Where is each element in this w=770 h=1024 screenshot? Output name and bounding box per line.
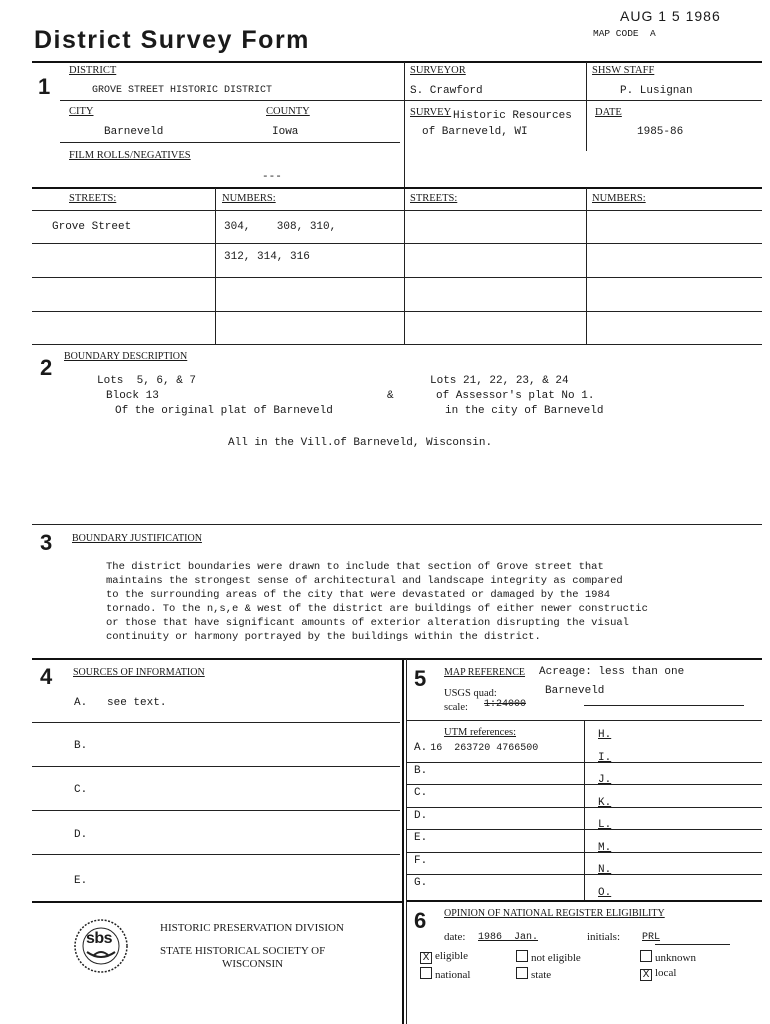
utm-ref-letter: C. [414, 787, 428, 799]
unknown-option[interactable] [640, 950, 696, 964]
local-checkbox[interactable]: X [640, 969, 652, 981]
not-eligible-option[interactable] [516, 950, 581, 964]
boundary-right-line-1: Lots 21, 22, 23, & 24 [430, 375, 569, 387]
date-label: DATE [595, 107, 622, 118]
street-row-1-numbers[interactable]: 304, 308, 310, [224, 221, 337, 233]
utm-ref-letter: E. [414, 832, 428, 844]
utm-ref-letter: F. [414, 854, 428, 867]
utm-ref-o[interactable]: O. [598, 886, 612, 899]
unknown-label: unknown [655, 952, 696, 964]
eligible-checkbox[interactable]: X [420, 952, 432, 964]
surveyor-value[interactable]: S. Crawford [410, 85, 483, 97]
boundary-right-line-3: in the city of Barneveld [445, 405, 604, 417]
numbers-header-right: NUMBERS: [592, 193, 646, 204]
justification-line-5: or those that have significant amounts of exterior alteration disrupting the visual [106, 617, 629, 629]
state-label: state [531, 969, 552, 981]
society-name-line-2: WISCONSIN [222, 958, 284, 970]
surveyor-label: SURVEYOR [410, 65, 466, 76]
map-code-value: A [650, 28, 656, 39]
map-code [593, 28, 656, 39]
justification-line-6: continuity or harmony portrayed by the buildings within the district. [106, 631, 541, 643]
shsw-seal-logo [73, 918, 129, 974]
film-rolls-label: FILM ROLLS/NEGATIVES [69, 150, 191, 161]
source-c-letter[interactable]: C. [74, 784, 88, 796]
county-label: COUNTY [266, 106, 310, 117]
received-date-stamp: AUG 1 5 1986 [620, 8, 721, 24]
shsw-staff-value[interactable]: P. Lusignan [620, 85, 693, 97]
film-rolls-value[interactable]: --- [262, 171, 282, 183]
national-checkbox[interactable] [420, 967, 432, 979]
map-code-label: MAP CODE [593, 28, 639, 39]
utm-ref-j[interactable]: J. [598, 774, 612, 786]
utm-ref-c[interactable] [414, 787, 430, 799]
scale-label: scale: [444, 702, 468, 713]
utm-ref-f[interactable] [414, 855, 430, 867]
boundary-justification-label: BOUNDARY JUSTIFICATION [72, 533, 202, 544]
utm-ref-l[interactable]: L. [598, 819, 612, 831]
unknown-checkbox[interactable] [640, 950, 652, 962]
utm-ref-a[interactable] [414, 742, 538, 754]
utm-references-label: UTM references: [444, 727, 517, 738]
utm-ref-e[interactable] [414, 832, 430, 844]
map-reference-label: MAP REFERENCE [444, 667, 526, 678]
local-option[interactable] [640, 967, 676, 981]
city-label: CITY [69, 106, 94, 117]
source-a-letter: A. [74, 697, 88, 709]
district-value[interactable]: GROVE STREET HISTORIC DISTRICT [92, 85, 273, 96]
streets-header-right: STREETS: [410, 193, 458, 204]
utm-ref-letter: G. [414, 877, 428, 889]
street-row-1-street[interactable]: Grove Street [52, 221, 132, 233]
survey-label: SURVEY [410, 107, 452, 118]
utm-ref-k[interactable]: K. [598, 796, 612, 809]
boundary-left-line-1: Lots 5, 6, & 7 [97, 375, 197, 387]
opinion-date-label: date: [444, 931, 466, 943]
survey-value-line-2[interactable]: of Barneveld, WI [422, 126, 528, 138]
usgs-quad-value[interactable]: Barneveld [545, 685, 605, 697]
section-number-4: 4 [40, 664, 53, 689]
justification-line-1: The district boundaries were drawn to include that section of Grove street that [106, 561, 604, 573]
utm-ref-b[interactable] [414, 765, 430, 777]
eligible-label: eligible [435, 950, 468, 962]
utm-ref-letter: A. [414, 742, 428, 754]
boundary-left-line-2: Block 13 [106, 390, 159, 402]
county-value[interactable]: Iowa [272, 126, 299, 138]
national-option[interactable] [420, 967, 470, 981]
not-eligible-checkbox[interactable] [516, 950, 528, 962]
survey-value-line-1[interactable]: Historic Resources [453, 110, 572, 122]
form-title: District Survey Form [34, 26, 310, 54]
source-a[interactable] [74, 697, 166, 709]
not-eligible-label: not eligible [531, 952, 581, 964]
boundary-summary: All in the Vill.of Barneveld, Wisconsin. [228, 437, 493, 449]
city-value[interactable]: Barneveld [104, 126, 164, 138]
section-number-1: 1 [38, 74, 51, 99]
society-name-line-1: STATE HISTORICAL SOCIETY OF [160, 945, 326, 957]
source-e-letter[interactable]: E. [74, 875, 88, 887]
shsw-staff-label: SHSW STAFF [592, 65, 655, 76]
boundary-right-line-2: of Assessor's plat No 1. [436, 390, 595, 402]
source-d-letter[interactable]: D. [74, 829, 88, 841]
utm-ref-value: 16 263720 4766500 [430, 743, 539, 754]
boundary-ampersand: & [387, 390, 394, 402]
utm-ref-n[interactable]: N. [598, 864, 612, 876]
scale-value[interactable]: 1:24000 [484, 699, 527, 710]
utm-ref-i[interactable]: I. [598, 751, 612, 764]
opinion-initials-value[interactable]: PRL [642, 932, 661, 943]
state-checkbox[interactable] [516, 967, 528, 979]
utm-ref-h[interactable]: H. [598, 729, 612, 741]
section-number-2: 2 [40, 355, 53, 380]
opinion-date-value[interactable]: 1986 Jan. [478, 932, 539, 943]
national-label: national [435, 969, 471, 981]
source-a-text: see text. [107, 697, 167, 709]
acreage-value[interactable]: Acreage: less than one [539, 666, 685, 678]
local-label: local [655, 967, 677, 979]
date-value[interactable]: 1985-86 [637, 126, 684, 138]
seal-logo-text: sbs [86, 930, 113, 947]
register-opinion-label: OPINION OF NATIONAL REGISTER ELIGIBILITY [444, 908, 665, 919]
division-name: HISTORIC PRESERVATION DIVISION [160, 922, 344, 934]
numbers-header-left: NUMBERS: [222, 193, 276, 204]
district-label: DISTRICT [69, 65, 117, 76]
eligible-option[interactable] [420, 950, 468, 964]
street-row-2-numbers[interactable]: 312, 314, 316 [224, 251, 310, 263]
utm-ref-letter: B. [414, 764, 428, 777]
utm-ref-letter: D. [414, 809, 428, 822]
justification-line-2: maintains the strongest sense of architectural and landscape integrity as compared [106, 575, 623, 587]
boundary-left-line-3: Of the original plat of Barneveld [115, 405, 333, 417]
state-option[interactable] [516, 967, 551, 981]
justification-line-4: tornado. To the n,s,e & west of the district are buildings of either newer constructic [106, 603, 648, 615]
streets-header-left: STREETS: [69, 193, 117, 204]
section-number-6: 6 [414, 908, 427, 933]
sources-label: SOURCES OF INFORMATION [73, 667, 205, 678]
justification-line-3: to the surrounding areas of the city that were devastated or damaged by the 1984 [106, 589, 611, 601]
boundary-description-label: BOUNDARY DESCRIPTION [64, 351, 188, 362]
utm-ref-g[interactable] [414, 877, 430, 889]
utm-ref-m[interactable]: M. [598, 841, 612, 854]
section-number-5: 5 [414, 666, 427, 691]
usgs-quad-label: USGS quad: [444, 688, 497, 699]
section-number-3: 3 [40, 530, 53, 555]
opinion-initials-label: initials: [587, 931, 620, 943]
source-b-letter[interactable]: B. [74, 740, 88, 752]
utm-ref-d[interactable] [414, 810, 430, 822]
